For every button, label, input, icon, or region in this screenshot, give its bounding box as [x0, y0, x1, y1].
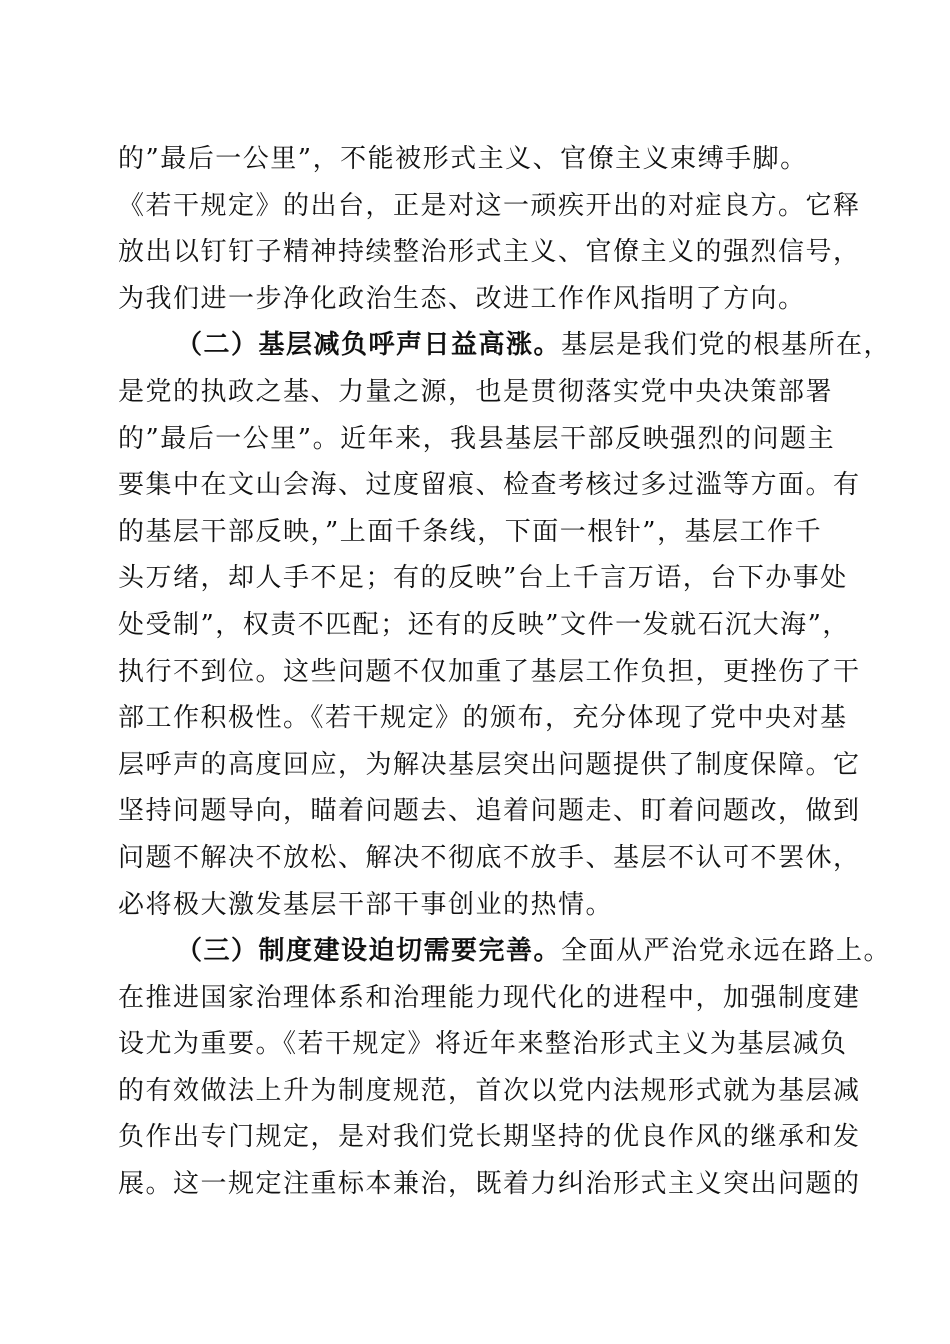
section-two-first-line-text: 基层是我们党的根基所在，: [561, 330, 892, 361]
section-three-heading: （三）制度建设迫切需要完善。: [176, 936, 562, 967]
section-two-first-line: [118, 322, 892, 369]
text-line: 放出以钉钉子精神持续整治形式主义、官僚主义的强烈信号，: [118, 237, 861, 268]
text-line: 展。这一规定注重标本兼治，既着力纠治形式主义突出问题的: [118, 1169, 861, 1200]
text-line: 负作出专门规定，是对我们党长期坚持的优良作风的继承和发: [118, 1122, 861, 1153]
text-line: 在推进国家治理体系和治理能力现代化的进程中，加强制度建: [118, 982, 861, 1013]
text-line: 的基层干部反映，”上面千条线，下面一根针”，基层工作千: [118, 516, 823, 547]
text-line: 问题不解决不放松、解决不彻底不放手、基层不认可不罢休，: [118, 842, 861, 873]
text-line: 处受制”，权责不匹配；还有的反映”文件一发就石沉大海”，: [118, 609, 850, 640]
text-line: 的有效做法上升为制度规范，首次以党内法规形式就为基层减: [118, 1075, 861, 1106]
text-line: 的”最后一公里”。近年来，我县基层干部反映强烈的问题主: [118, 423, 836, 454]
text-line: 为我们进一步净化政治生态、改进工作作风指明了方向。: [118, 283, 806, 314]
section-three-first-line: [118, 928, 892, 975]
text-line: 部工作积极性。《若干规定》的颁布，充分体现了党中央对基: [118, 703, 848, 734]
text-line: 要集中在文山会海、过度留痕、检查考核过多过滥等方面。有: [118, 470, 861, 501]
text-line: 坚持问题导向，瞄着问题去、追着问题走、盯着问题改，做到: [118, 796, 861, 827]
text-line: 的”最后一公里”，不能被形式主义、官僚主义束缚手脚。: [118, 144, 808, 174]
text-line: 层呼声的高度回应，为解决基层突出问题提供了制度保障。它: [118, 749, 861, 780]
text-line: 头万绪，却人手不足；有的反映”台上千言万语，台下办事处: [118, 563, 848, 594]
section-three-first-line-text: 全面从严治党永远在路上。: [561, 936, 892, 967]
document-body: [118, 136, 892, 1208]
text-line: 《若干规定》的出台，正是对这一顽疾开出的对症良方。它释: [118, 190, 861, 221]
text-line: 必将极大激发基层干部干事创业的热情。: [118, 889, 614, 920]
text-line: 设尤为重要。《若干规定》将近年来整治形式主义为基层减负: [118, 1029, 848, 1060]
section-two-heading: （二）基层减负呼声日益高涨。: [176, 330, 562, 361]
text-line: 是党的执政之基、力量之源，也是贯彻落实党中央决策部署: [118, 376, 834, 407]
text-line: 执行不到位。这些问题不仅加重了基层工作负担，更挫伤了干: [118, 656, 861, 687]
